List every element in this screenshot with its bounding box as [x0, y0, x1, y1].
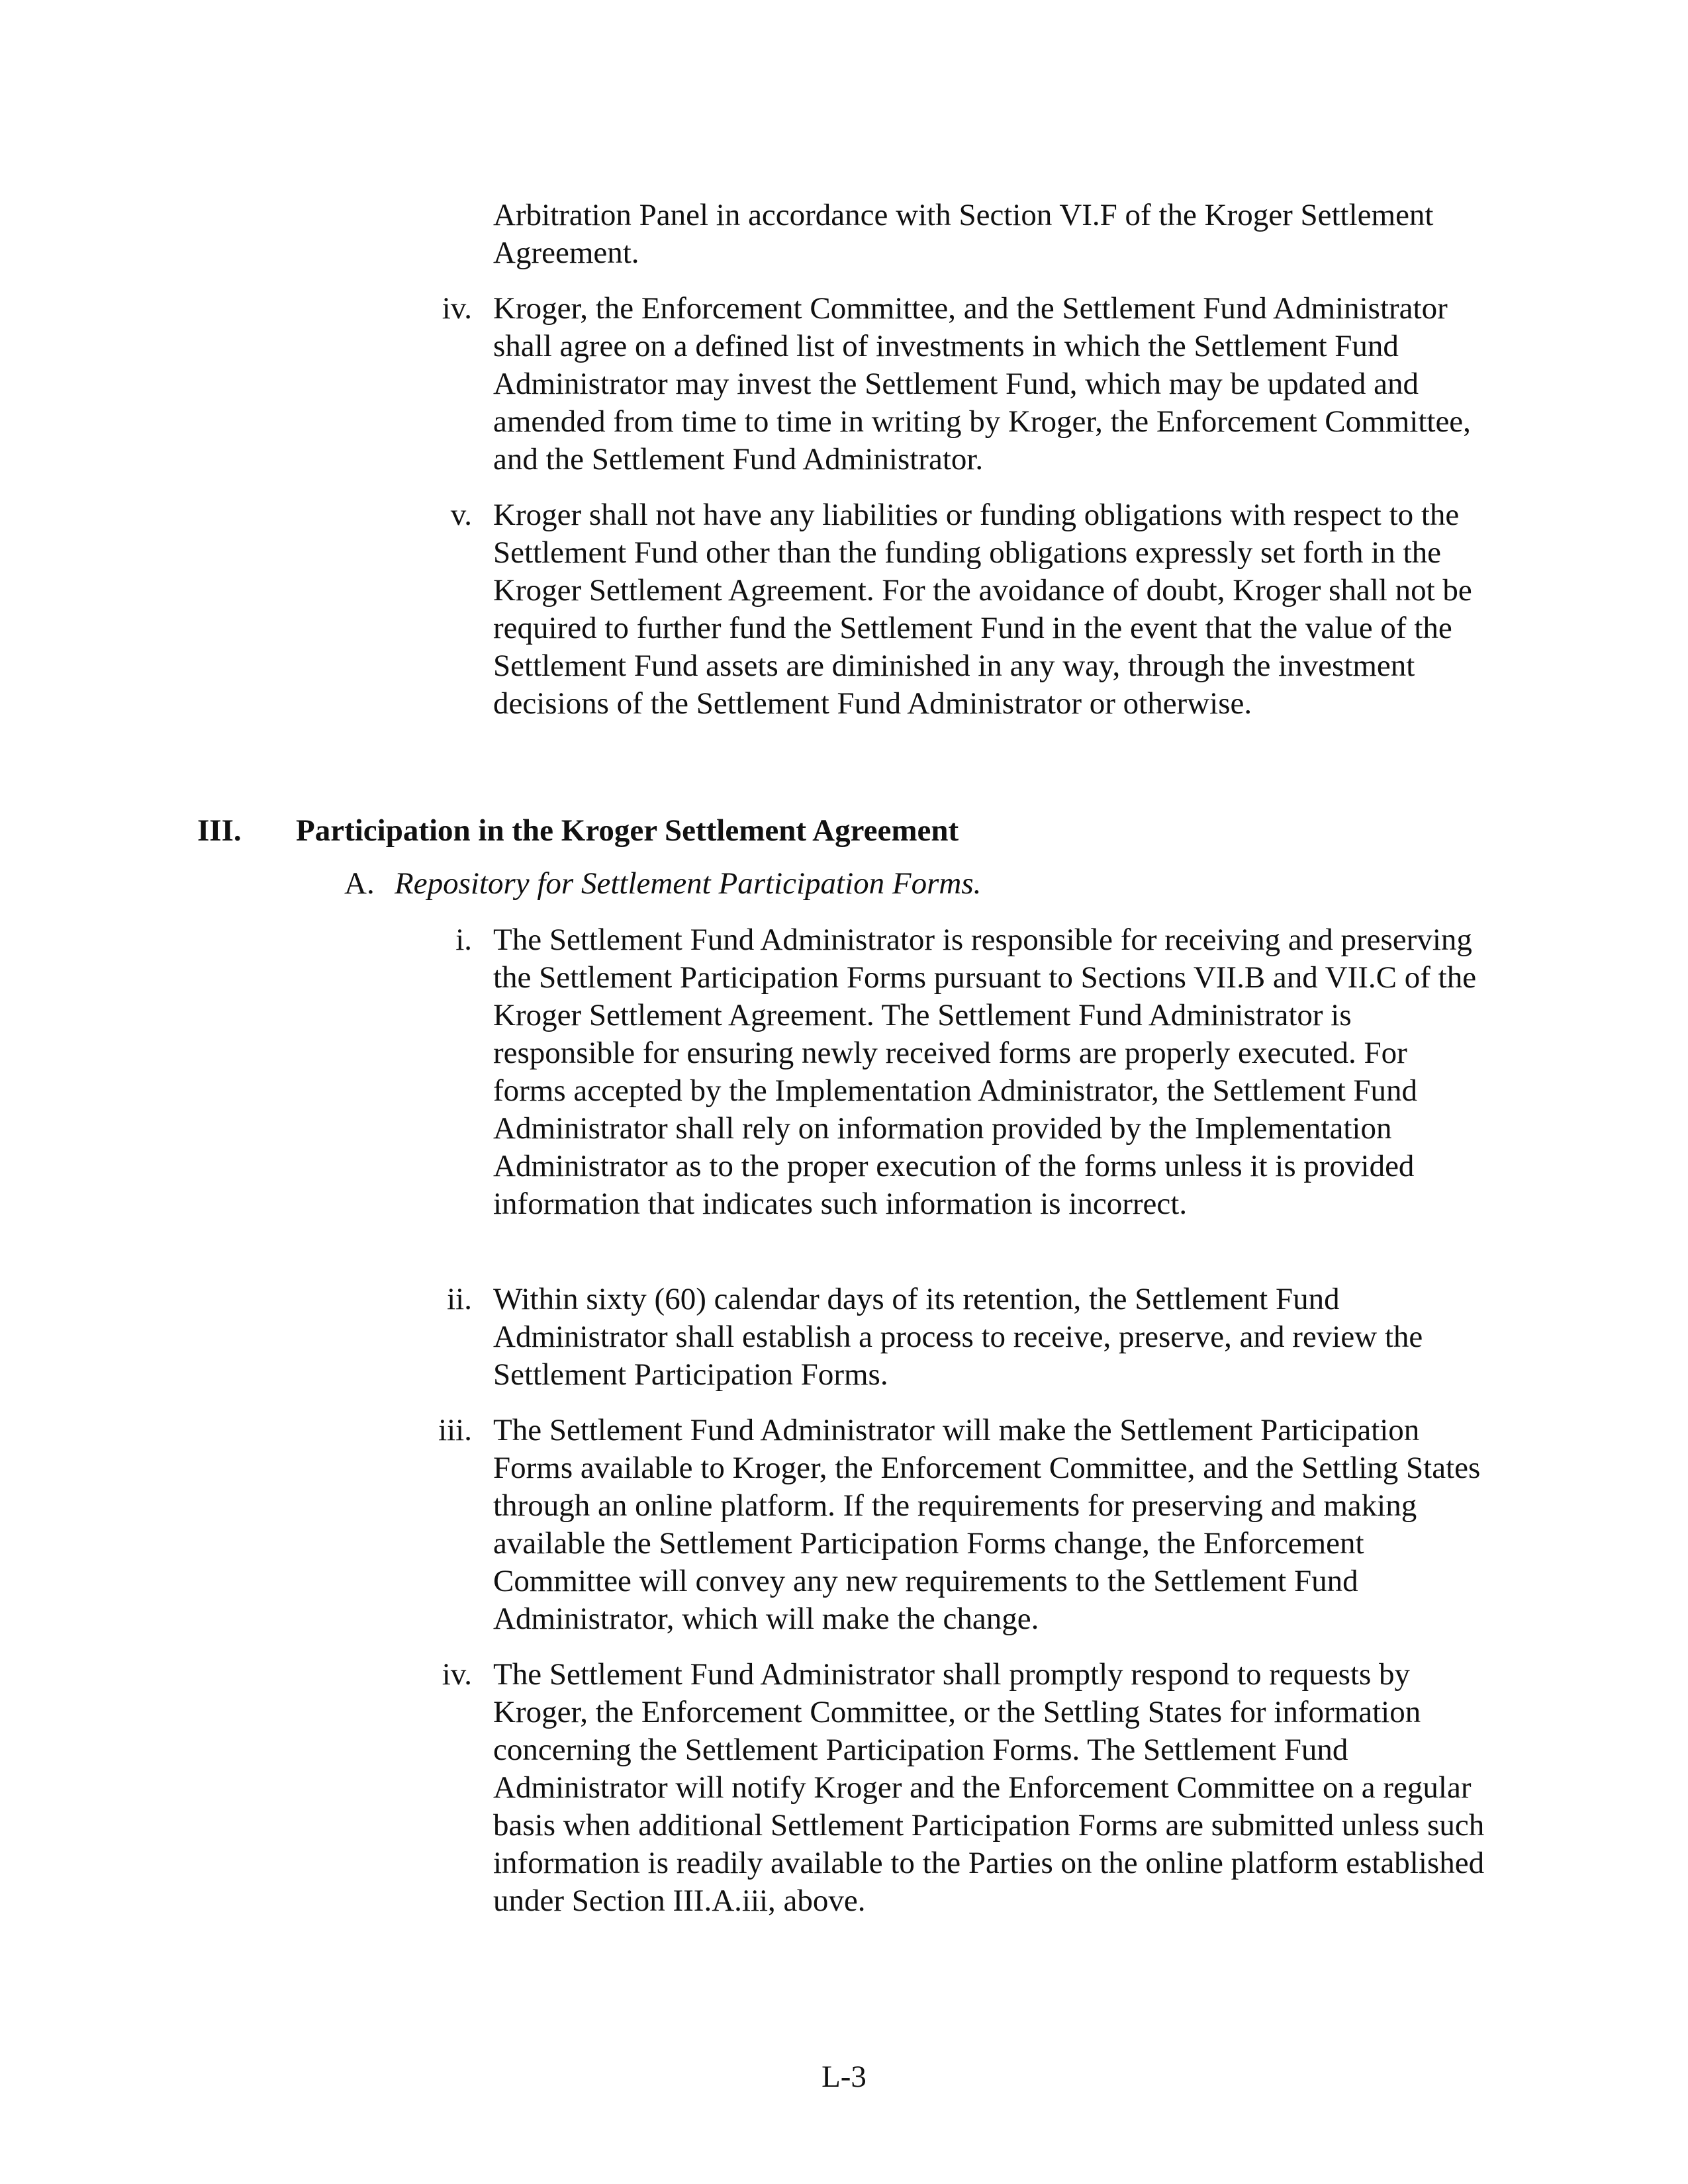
list-item-text: Within sixty (60) calendar days of its retention, the Settlement Fund Administrator shall establish a process to receive, preserve, and review the Settlement Participation Forms. — [493, 1282, 1423, 1392]
list-item-marker: iv. — [442, 1657, 472, 1692]
list-item-text: Kroger shall not have any liabilities or funding obligations with respect to the Settlement Fund other than the funding obligations expressly set forth in the Kroger Settlement Agreement. For the avoidance of doubt, Kroger shall not be required to further fund the Settlement Fund in the event that the value of the Settlement Fund assets are diminished in any way, through the investment decisions of the Settlement Fund Administrator or otherwise. — [493, 498, 1472, 721]
list-item — [0, 1412, 1688, 1640]
list-item-marker: iii. — [438, 1413, 472, 1447]
subsection-heading — [0, 865, 1688, 905]
list-item-marker: i. — [455, 923, 472, 957]
section-heading — [0, 812, 1688, 852]
subsection-title: Repository for Settlement Participation Forms. — [395, 866, 982, 901]
list-item-text: The Settlement Fund Administrator will make the Settlement Participation Forms available to Kroger, the Enforcement Committee, and the Settling States through an online platform. If the requirements for preserving and making available the Settlement Participation Forms change, the Enforcement Committee will convey any new requirements to the Settlement Fund Administrator, which will make the change. — [493, 1413, 1481, 1636]
list-item-marker: ii. — [447, 1282, 472, 1316]
list-item — [0, 496, 1688, 761]
list-item-text: The Settlement Fund Administrator is responsible for receiving and preserving the Settlement Participation Forms pursuant to Sections VII.B and VII.C of the Kroger Settlement Agreement. The Settlement Fund Administrator is responsible for ensuring newly received forms are properly executed. For forms accepted by the Implementation Administrator, the Settlement Fund Administrator shall rely on information provided by the Implementation Administrator as to the proper execution of the forms unless it is provided information that indicates such information is incorrect. — [493, 923, 1477, 1221]
list-item — [0, 290, 1688, 482]
subsection-marker: A. — [344, 866, 375, 901]
page-number: L-3 — [821, 2060, 867, 2094]
list-item — [0, 1656, 1688, 1921]
list-item-text: Kroger, the Enforcement Committee, and the Settlement Fund Administrator shall agree on a defined list of investments in which the Settlement Fund Administrator may invest the Settlement Fund, which may be updated and amended from time to time in writing by Kroger, the Enforcement Committee, and the Settlement Fund Administrator. — [493, 291, 1471, 477]
list-item-marker: v. — [450, 498, 472, 532]
continuation-paragraph: Arbitration Panel in accordance with Section VI.F of the Kroger Settlement Agreement. — [493, 198, 1434, 270]
list-item-marker: iv. — [442, 291, 472, 326]
list-item — [0, 1281, 1688, 1400]
list-item — [0, 921, 1688, 1265]
section-number: III. — [197, 813, 242, 848]
section-title: Participation in the Kroger Settlement Agreement — [296, 813, 959, 848]
list-item-text: The Settlement Fund Administrator shall promptly respond to requests by Kroger, the Enforcement Committee, or the Settling States for information concerning the Settlement Participation Forms. The Settlement Fund Administrator will notify Kroger and the Enforcement Committee on a regular basis when additional Settlement Participation Forms are submitted unless such information is readily available to the Parties on the online platform established under Section III.A.iii, above. — [493, 1657, 1485, 1918]
